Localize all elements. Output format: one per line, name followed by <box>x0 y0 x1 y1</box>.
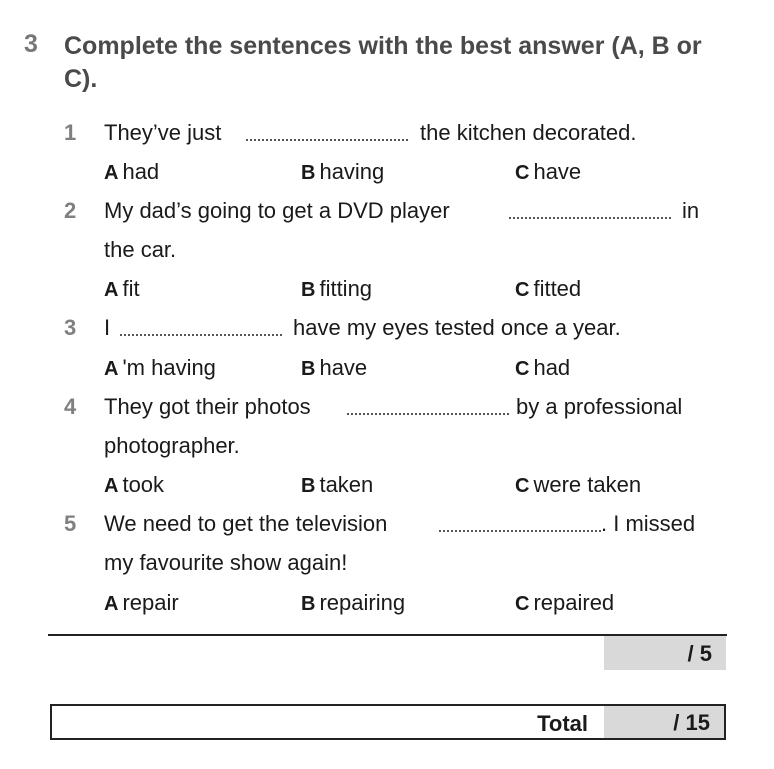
answer-blank[interactable] <box>246 139 408 141</box>
option-b[interactable] <box>301 355 367 381</box>
option-letter: B <box>301 162 316 184</box>
option-c[interactable] <box>515 590 614 616</box>
question-number: 5 <box>64 511 77 536</box>
option-a[interactable] <box>104 159 159 185</box>
option-letter: A <box>104 593 119 615</box>
option-letter: A <box>104 358 119 380</box>
total-score: / 15 <box>604 706 724 738</box>
sentence-end: have my eyes tested once a year. <box>293 315 621 340</box>
option-text: have <box>533 159 582 184</box>
option-letter: C <box>515 593 530 615</box>
option-b[interactable] <box>301 590 405 616</box>
option-letter: B <box>301 279 316 301</box>
sentence-end: . I missed <box>601 511 696 536</box>
exercise-number: 3 <box>24 30 38 58</box>
option-letter: C <box>515 358 530 380</box>
sentence-continuation: my favourite show again! <box>104 550 348 575</box>
option-text: have <box>319 355 368 380</box>
question-number: 2 <box>64 198 77 223</box>
option-text: repairing <box>319 590 406 615</box>
sentence-start: They got their photos <box>104 394 311 419</box>
option-letter: A <box>104 279 119 301</box>
option-letter: B <box>301 358 316 380</box>
option-letter: A <box>104 162 119 184</box>
question-number: 1 <box>64 120 77 145</box>
option-text: repaired <box>533 590 615 615</box>
option-letter: C <box>515 162 530 184</box>
option-letter: A <box>104 475 119 497</box>
option-text: having <box>319 159 385 184</box>
option-a[interactable] <box>104 472 164 498</box>
total-label: Total <box>537 711 588 736</box>
option-letter: C <box>515 279 530 301</box>
option-a[interactable] <box>104 276 140 302</box>
option-letter: B <box>301 593 316 615</box>
option-c[interactable] <box>515 159 581 185</box>
sentence-end: in <box>682 198 700 223</box>
option-text: 'm having <box>122 355 216 380</box>
sentence-start: We need to get the television <box>104 511 388 536</box>
sentence-continuation: photographer. <box>104 433 240 458</box>
section-score: / 5 <box>604 636 726 670</box>
sentence-start: They’ve just <box>104 120 222 145</box>
option-text: fitted <box>533 276 582 301</box>
option-text: fitting <box>319 276 373 301</box>
sentence-end: by a professional <box>516 394 683 419</box>
option-letter: B <box>301 475 316 497</box>
option-a[interactable] <box>104 355 216 381</box>
sentence-continuation: the car. <box>104 237 177 262</box>
answer-blank[interactable] <box>347 413 509 415</box>
answer-blank[interactable] <box>120 334 282 336</box>
sentence-start: My dad’s going to get a DVD player <box>104 198 450 223</box>
question-number: 4 <box>64 394 77 419</box>
answer-blank[interactable] <box>439 530 601 532</box>
sentence-start: I <box>104 315 111 340</box>
option-text: were taken <box>533 472 642 497</box>
option-b[interactable] <box>301 159 384 185</box>
option-c[interactable] <box>515 472 641 498</box>
option-b[interactable] <box>301 472 373 498</box>
sentence-end: the kitchen decorated. <box>420 120 637 145</box>
option-c[interactable] <box>515 355 570 381</box>
total-box <box>50 704 726 740</box>
option-b[interactable] <box>301 276 372 302</box>
option-c[interactable] <box>515 276 581 302</box>
option-text: had <box>122 159 160 184</box>
option-text: took <box>122 472 165 497</box>
question-number: 3 <box>64 315 77 340</box>
option-letter: C <box>515 475 530 497</box>
option-text: taken <box>319 472 374 497</box>
answer-blank[interactable] <box>509 217 671 219</box>
option-text: repair <box>122 590 179 615</box>
exercise-title: Complete the sentences with the best answer (A, B or C). <box>64 32 702 93</box>
option-text: had <box>533 355 571 380</box>
option-text: fit <box>122 276 140 301</box>
option-a[interactable] <box>104 590 179 616</box>
